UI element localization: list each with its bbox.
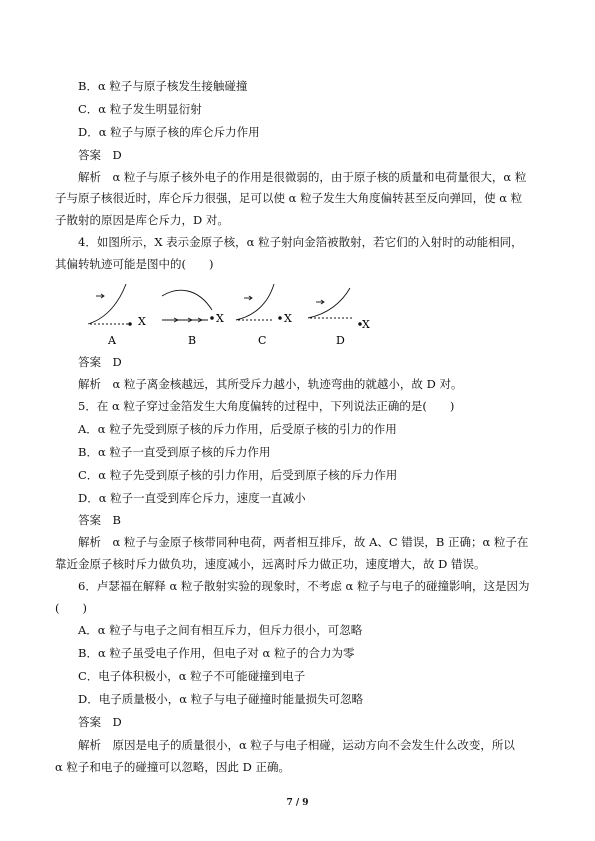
question-3-answer: 答案 D: [78, 148, 122, 162]
question-5-stem: 5．在 α 粒子穿过金箔发生大角度偏转的过程中，下列说法正确的是( ): [78, 399, 455, 413]
question-3-analysis-line-1: 解析 α 粒子与原子核外电子的作用是很微弱的，由于原子核的质量和电荷量很大，α 粒: [78, 170, 527, 184]
question-6-option-a: A．α 粒子与电子之间有相互斥力，但斥力很小，可忽略: [78, 623, 363, 637]
figure-option-b: [162, 290, 213, 322]
figure-option-d: [308, 288, 361, 325]
scattering-trajectory-figure: [78, 280, 378, 350]
question-3-analysis-line-3: 子散射的原因是库仑斥力，D 对。: [55, 213, 229, 227]
figure-a-label: A: [108, 334, 116, 347]
figure-option-a: [88, 284, 131, 325]
question-4-analysis: 解析 α 粒子离金核越远，其所受斥力越小，轨迹弯曲的就越小，故 D 对。: [78, 377, 463, 391]
question-3-option-c: C．α 粒子发生明显衍射: [78, 102, 202, 116]
question-4-answer: 答案 D: [78, 355, 122, 369]
question-6-option-d: D．电子质量极小，α 粒子与电子碰撞时能量损失可忽略: [78, 692, 364, 706]
question-5-option-d: D．α 粒子一直受到库仑斥力，速度一直减小: [78, 491, 306, 505]
question-5-option-c: C．α 粒子先受到原子核的引力作用，后受到原子核的斥力作用: [78, 468, 398, 482]
figure-b-label: B: [188, 334, 197, 347]
figure-c-nucleus-label: X: [284, 312, 292, 325]
question-3-analysis-line-2: 子与原子核很近时，库仑斥力很强，足可以使 α 粒子发生大角度偏转甚至反向弹回，使 α 粒: [55, 191, 523, 205]
figure-d-nucleus-label: X: [362, 318, 370, 331]
question-5-option-b: B．α 粒子一直受到原子核的斥力作用: [78, 445, 271, 459]
question-3-option-d: D．α 粒子与原子核的库仑斥力作用: [78, 125, 260, 139]
figure-d-label: D: [336, 334, 345, 347]
page-number: 7 / 9: [286, 798, 309, 808]
question-6-option-b: B．α 粒子虽受电子作用，但电子对 α 粒子的合力为零: [78, 646, 355, 660]
figure-a-nucleus-label: X: [138, 315, 146, 328]
question-6-answer: 答案 D: [78, 715, 122, 729]
question-6-analysis-line-1: 解析 原因是电子的质量很小，α 粒子与电子相碰，运动方向不会发生什么改变，所以: [78, 738, 515, 752]
question-5-answer: 答案 B: [78, 513, 121, 527]
question-5-analysis-line-1: 解析 α 粒子与金原子核带同种电荷，两者相互排斥，故 A、C 错误，B 正确；α 粒子在: [78, 535, 529, 549]
figure-b-nucleus-label: X: [216, 312, 224, 325]
question-6-stem-line-2: ( ): [55, 601, 87, 615]
question-5-option-a: A．α 粒子先受到原子核的斥力作用，后受原子核的引力的作用: [78, 422, 397, 436]
figure-option-c: [236, 284, 281, 320]
question-6-option-c: C．电子体积极小，α 粒子不可能碰撞到电子: [78, 669, 306, 683]
question-4-stem-line-2: 其偏转轨迹可能是图中的( ): [55, 257, 214, 271]
question-3-option-b: B．α 粒子与原子核发生接触碰撞: [78, 79, 248, 93]
question-5-analysis-line-2: 靠近金原子核时斥力做负功，速度减小，远离时斥力做正功，速度增大，故 D 错误。: [55, 557, 486, 571]
figure-c-label: C: [258, 334, 267, 347]
question-4-stem-line-1: 4．如图所示，X 表示金原子核，α 粒子射向金箔被散射，若它们的入射时的动能相同，: [78, 235, 523, 249]
question-6-stem-line-1: 6．卢瑟福在解释 α 粒子散射实验的现象时，不考虑 α 粒子与电子的碰撞影响，这是因为: [78, 579, 530, 593]
question-6-analysis-line-2: α 粒子和电子的碰撞可以忽略，因此 D 正确。: [55, 760, 290, 774]
